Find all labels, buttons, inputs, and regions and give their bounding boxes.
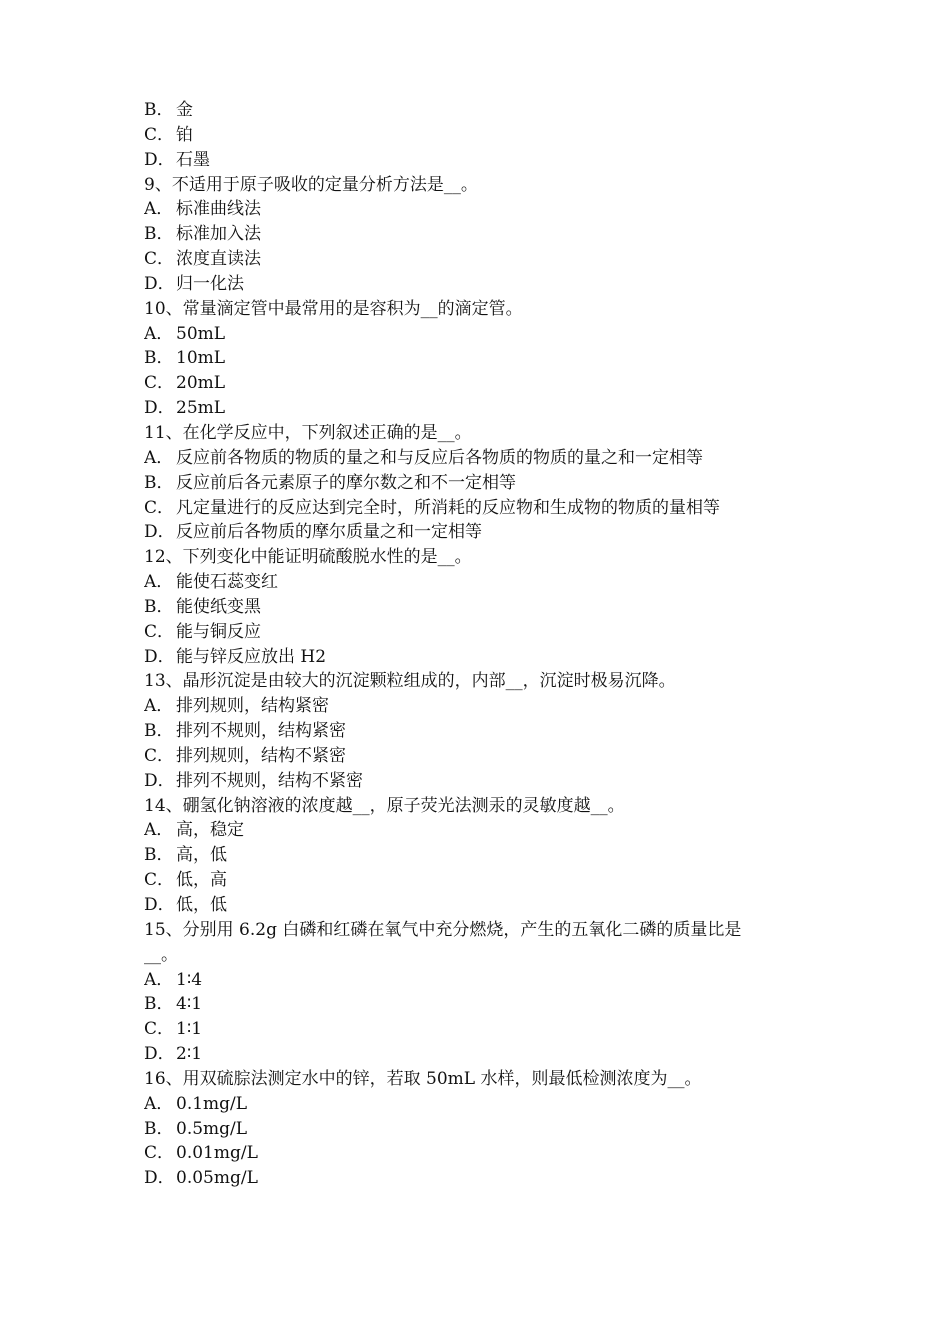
option-letter: D． [144,149,175,170]
answer-option [144,123,824,148]
option-text: 高，稳定 [176,820,244,841]
answer-option [144,1166,824,1191]
option-letter: B． [144,348,174,369]
option-text: 低，高 [176,870,227,891]
option-letter: B． [144,472,174,493]
option-text: 0.01mg/L [176,1143,258,1164]
answer-option [144,719,824,744]
answer-option [144,371,824,396]
answer-option [144,1042,824,1067]
question-text: 10、常量滴定管中最常用的是容积为__的滴定管。 [144,298,523,319]
option-text: 能使石蕊变红 [176,572,278,593]
answer-option [144,769,824,794]
option-letter: C． [144,124,175,145]
option-text: 低，低 [176,895,227,915]
question-text: 12、下列变化中能证明硫酸脱水性的是__。 [144,547,472,568]
answer-option [144,98,824,123]
option-text: 25mL [176,398,226,419]
option-text: 反应前后各元素原子的摩尔数之和不一定相等 [176,472,516,493]
option-text: 高，低 [176,845,227,866]
question-text: 15、分别用 6.2g 白磷和红磷在氧气中充分燃烧，产生的五氧化二磷的质量比是 [144,919,742,940]
option-text: 0.05mg/L [176,1168,258,1189]
answer-option [144,843,824,868]
option-letter: A． [144,1093,174,1114]
answer-option [144,968,824,993]
option-letter: C． [144,373,175,394]
answer-option [144,1092,824,1117]
option-text: 0.1mg/L [176,1093,248,1114]
option-text: 2∶1 [176,1044,203,1065]
answer-option [144,396,824,421]
option-text: 标准加入法 [176,224,261,245]
option-text: 能使纸变黑 [176,596,261,617]
option-letter: C． [144,745,175,766]
answer-option [144,520,824,545]
option-text: 20mL [176,373,226,394]
question-text: 14、硼氢化钠溶液的浓度越__，原子荧光法测汞的灵敏度越__。 [144,795,625,816]
question-text: 16、用双硫腙法测定水中的锌，若取 50mL 水样，则最低检测浓度为__。 [144,1068,702,1089]
question-text: 11、在化学反应中，下列叙述正确的是__。 [144,422,472,443]
option-letter: C． [144,249,175,270]
option-letter: D． [144,770,175,791]
answer-option [144,1141,824,1166]
option-letter: D． [144,895,175,915]
option-text: 1∶4 [176,969,203,990]
option-text: 浓度直读法 [176,249,261,270]
answer-option [144,570,824,595]
option-letter: B． [144,100,174,120]
option-text: 标准曲线法 [176,199,261,220]
answer-option [144,446,824,471]
option-text: 能与铜反应 [176,621,261,642]
question-text: __。 [144,944,178,965]
option-text: 铂 [176,124,193,145]
answer-option [144,148,824,173]
answer-option [144,471,824,496]
answer-option [144,247,824,272]
option-letter: D． [144,273,175,294]
question-list [144,98,824,1191]
answer-option [144,197,824,222]
option-letter: C． [144,1143,175,1164]
answer-option [144,868,824,893]
option-text: 反应前各物质的物质的量之和与反应后各物质的物质的量之和一定相等 [176,447,703,468]
answer-option [144,645,824,670]
question-text: 13、晶形沉淀是由较大的沉淀颗粒组成的，内部__，沉淀时极易沉降。 [144,671,676,692]
option-letter: B． [144,845,174,866]
answer-option [144,272,824,297]
answer-option [144,694,824,719]
option-letter: A． [144,820,174,841]
option-letter: B． [144,596,174,617]
option-letter: D． [144,522,175,543]
option-text: 1∶1 [176,1019,203,1040]
option-letter: D． [144,398,175,419]
option-letter: C． [144,497,175,518]
option-letter: A． [144,323,174,344]
option-letter: B． [144,1118,174,1139]
option-letter: B． [144,994,174,1015]
option-letter: D． [144,646,175,667]
answer-option [144,893,824,918]
answer-option [144,322,824,347]
option-letter: B． [144,224,174,245]
option-letter: D． [144,1044,175,1065]
answer-option [144,595,824,620]
option-letter: D． [144,1168,175,1189]
option-text: 石墨 [176,149,210,170]
answer-option [144,818,824,843]
option-letter: A． [144,572,174,593]
option-text: 凡定量进行的反应达到完全时，所消耗的反应物和生成物的物质的量相等 [176,497,720,518]
option-text: 能与锌反应放出 H2 [176,646,327,667]
option-letter: C． [144,870,175,891]
option-letter: C． [144,621,175,642]
answer-option [144,1017,824,1042]
answer-option [144,620,824,645]
option-text: 金 [176,100,193,120]
answer-option [144,346,824,371]
option-letter: C． [144,1019,175,1040]
option-text: 排列规则，结构不紧密 [176,745,346,766]
option-letter: A． [144,696,174,717]
option-letter: A． [144,199,174,220]
option-letter: B． [144,721,174,742]
option-text: 排列不规则，结构不紧密 [176,770,363,791]
question-text: 9、不适用于原子吸收的定量分析方法是__。 [144,174,478,195]
option-letter: A． [144,969,174,990]
option-text: 排列规则，结构紧密 [176,696,329,717]
option-text: 10mL [176,348,226,369]
option-text: 归一化法 [176,273,244,294]
option-text: 反应前后各物质的摩尔质量之和一定相等 [176,522,482,543]
answer-option [144,496,824,521]
option-text: 排列不规则，结构紧密 [176,721,346,742]
option-text: 0.5mg/L [176,1118,248,1139]
answer-option [144,222,824,247]
answer-option [144,992,824,1017]
answer-option [144,744,824,769]
answer-option [144,1117,824,1142]
option-text: 50mL [176,323,226,344]
option-text: 4∶1 [176,994,203,1015]
option-letter: A． [144,447,174,468]
